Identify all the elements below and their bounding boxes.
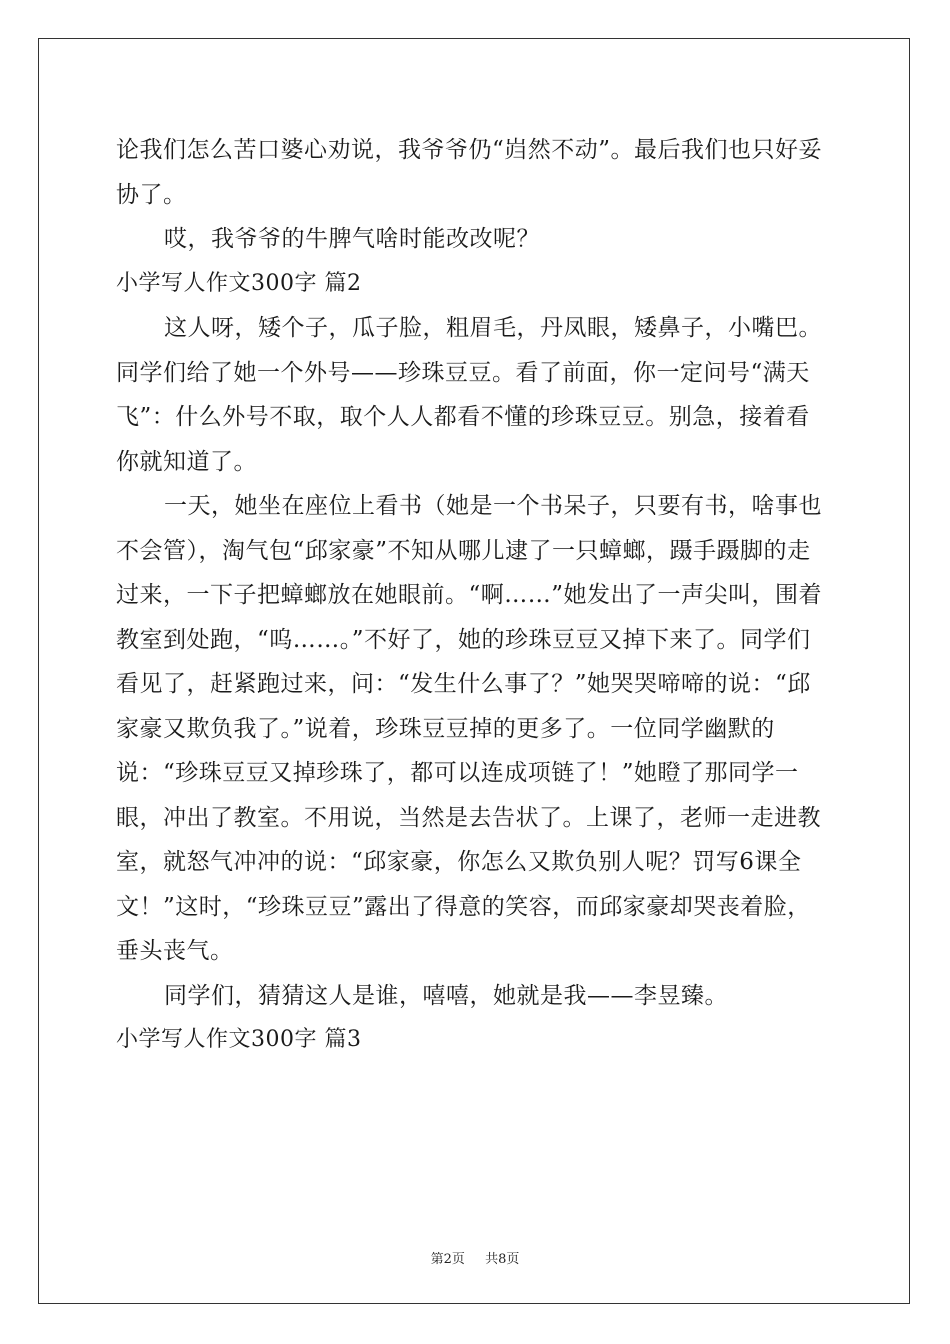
page-total: 共8页 bbox=[485, 1252, 520, 1267]
paragraph-continuation: 论我们怎么苦口婆心劝说，我爷爷仍“岿然不动”。最后我们也只好妥协了。 bbox=[116, 137, 823, 208]
section-heading-2: 小学写人作文300字 篇2 bbox=[116, 270, 362, 296]
section-heading-3: 小学写人作文300字 篇3 bbox=[116, 1027, 362, 1052]
paragraph-reveal: 同学们，猜猜这人是谁，嘻嘻，她就是我——李昱臻。 bbox=[164, 982, 728, 1009]
paragraph-story: 一天，她坐在座位上看书（她是一个书呆子，只要有书，啥事也不会管），淘气包“邱家豪”不知从哪儿逮了一只蟑螂，蹑手蹑脚的走过来，一下子把蟑螂放在她眼前。“啊……”她发出了一声尖叫，围着教室到处跑，“呜……。”不好了，她的珍珠豆豆又掉下来了。同学们看见了，赶紧跑过来，问：“发生什么事了？”她哭哭啼啼的说：“邱家豪又欺负我了。”说着，珍珠豆豆掉的更多了。一位同学幽默的说：“珍珠豆豆又掉珍珠了，都可以连成项链了！”她瞪了那同学一眼，冲出了教室。不用说，当然是去告状了。上课了，老师一走进教室，就怒气冲冲的说：“邱家豪，你怎么又欺负别人呢？罚写6课全文！”这时，“珍珠豆豆”露出了得意的笑容，而邱家豪却哭丧着脸，垂头丧气。 bbox=[116, 493, 823, 964]
paragraph-sigh: 哎，我爷爷的牛脾气啥时能改改呢？ bbox=[164, 226, 540, 252]
paragraph-description: 这人呀，矮个子，瓜子脸，粗眉毛，丹凤眼，矮鼻子，小嘴巴。同学们给了她一个外号——珍珠豆豆。看了前面，你一定问号“满天飞”：什么外号不取，取个人人都看不懂的珍珠豆豆。别急，接着看你就知道了。 bbox=[116, 315, 822, 475]
page-number: 第2页 bbox=[430, 1252, 465, 1267]
document-body bbox=[116, 128, 832, 1063]
page-footer bbox=[0, 1248, 950, 1267]
